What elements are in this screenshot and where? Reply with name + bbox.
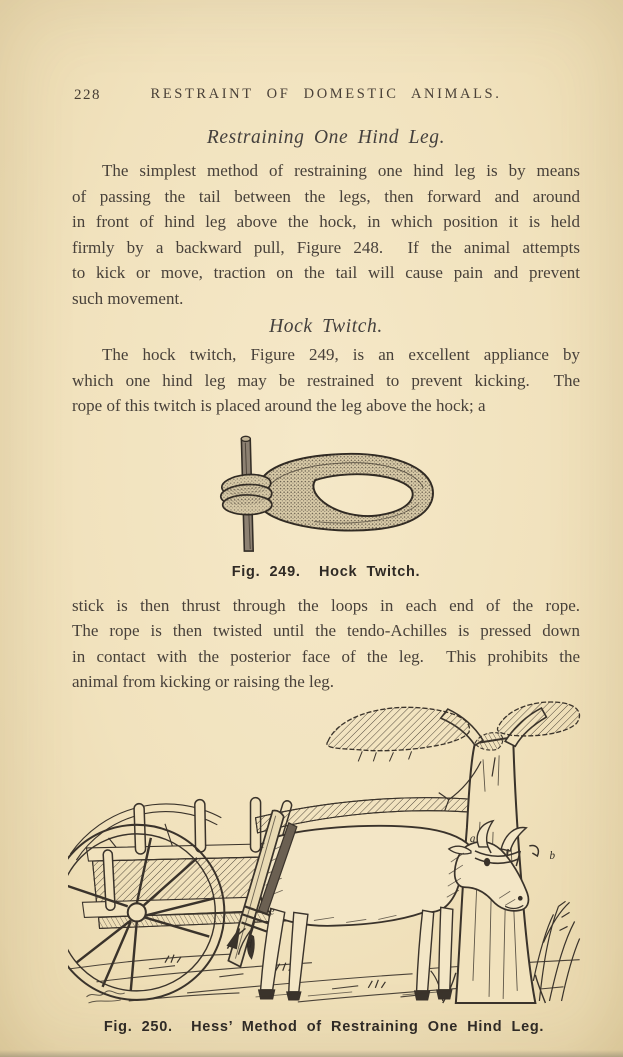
text-line: to kick or move, traction on the tail will cause pain and prevent <box>72 263 580 282</box>
tree-hook <box>529 845 538 856</box>
text-line: firmly by a backward pull, Figure 248. If the animal attempts <box>72 237 580 257</box>
figure-250-hess-method <box>68 699 580 1035</box>
text-line: in front of hind leg above the hock, in which position it is held <box>72 212 580 231</box>
engraver-signature <box>86 990 124 1002</box>
page-content <box>72 0 580 1035</box>
twitch-rope-coils <box>220 472 272 514</box>
running-head: RESTRAINT OF DOMESTIC ANIMALS. <box>150 86 502 102</box>
paragraph-stick-twist <box>72 593 580 695</box>
page-header <box>72 86 580 106</box>
page-number: 228 <box>74 87 101 103</box>
label-a: a <box>469 832 476 845</box>
label-e: e <box>269 904 275 917</box>
paragraph-hock-twitch <box>72 342 580 419</box>
label-d: d <box>246 938 253 951</box>
section-heading-restraining: Restraining One Hind Leg. <box>206 127 446 148</box>
figure-250-caption: Fig. 250. Hess’ Method of Restraining One Hind Leg. <box>103 1018 545 1035</box>
ox-cart-tree-engraving <box>68 699 582 1009</box>
text-line: in contact with the posterior face of the leg. This prohibits the <box>72 646 580 666</box>
twitch-rope <box>259 453 433 530</box>
text-line: which one hind leg may be restrained to prevent kicking. The <box>72 370 580 390</box>
paragraph-tail-method <box>72 158 580 311</box>
figure-249-hock-twitch <box>72 431 580 580</box>
text-line: stick is then thrust through the loops in each end of the rope. <box>72 595 580 615</box>
label-c: c <box>259 838 265 851</box>
text-line: of passing the tail between the legs, then forward and around <box>72 186 580 206</box>
figure-249-caption: Fig. 249. Hock Twitch. <box>231 563 421 580</box>
text-line: The simplest method of restraining one hind leg is by means <box>102 161 580 180</box>
text-line: The rope is then twisted until the tendo-Achilles is pressed down <box>72 621 580 640</box>
label-b: b <box>549 849 555 862</box>
text-line: animal from kicking or raising the leg. <box>72 672 335 691</box>
hock-twitch-engraving <box>198 431 454 553</box>
section-heading-hock-twitch: Hock Twitch. <box>269 316 383 337</box>
text-line: such movement. <box>72 288 184 308</box>
text-line: The hock twitch, Figure 249, is an excellent appliance by <box>102 345 580 364</box>
text-line: rope of this twitch is placed around the leg above the hock; a <box>72 396 486 415</box>
